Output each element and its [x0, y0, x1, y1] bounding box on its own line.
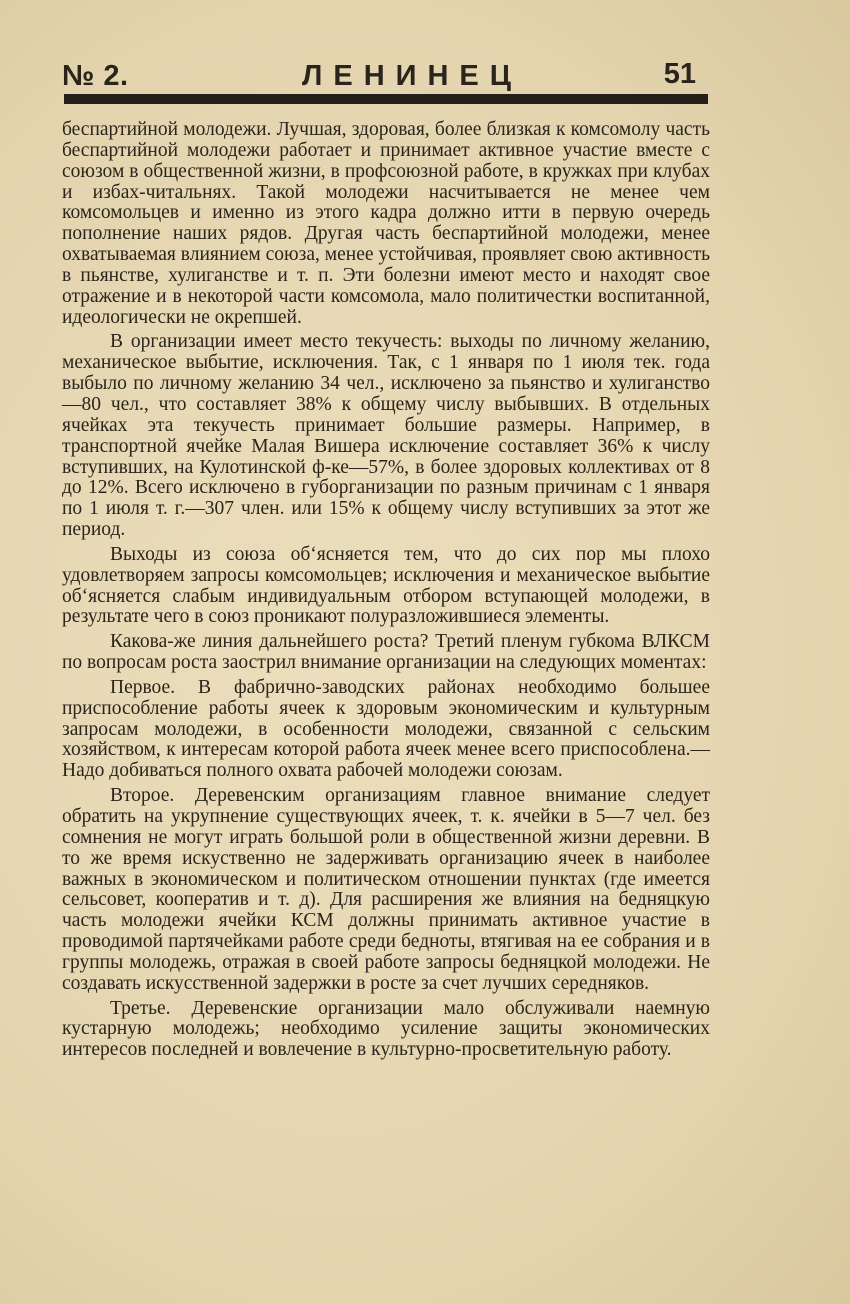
paragraph: Первое. В фабрично-заводских районах необходимо большее приспособление работы ячеек к здоровым экономическим и культурным запросам молодежи, в особенности молодежи, связанной с сельским хозяйством, к интересам которой работа ячеек менее всего приспособлена.—Надо добиваться полного охвата рабочей молодежи союзам.	[62, 676, 710, 782]
header-rule	[64, 94, 708, 104]
article-body	[62, 120, 710, 1061]
paragraph: Какова-же линия дальнейшего роста? Третий пленум губкома ВЛКСМ по вопросам роста заострил внимание организации на следующих моментах:	[62, 631, 710, 674]
page-number: 51	[663, 58, 696, 90]
paragraph: Второе. Деревенским организациям главное внимание следует обратить на укрупнение существующих ячеек, т. к. ячейки в 5—7 чел. без сомнения не могут играть большой роли в общественной жизни деревни. В то же время искуственно не задерживать организацию ячеек в наиболее важных в экономическом и политическом отношении пунктах (где имеется сельсовет, кооператив и т. д). Для расширения же влияния на бедняцкую часть молодежи ячейки КСМ должны принимать активное участие в проводимой партячейками работе среди бедноты, втягивая на ее собрания и в группы молодежь, отражая в своей работе запросы бедняцкой молодежи. Не создавать искусственной задержки в росте за счет лучших середняков.	[62, 785, 710, 994]
paragraph: беспартийной молодежи. Лучшая, здоровая, более близкая к комсомолу часть беспартийной молодежи работает и принимает активное участие вместе с союзом в общественной жизни, в профсоюзной работе, в кружках при клубах и избах-читальнях. Такой молодежи насчитывается не менее чем комсомольцев и именно из этого кадра должно итти в первую очередь пополнение наших рядов. Другая часть беспартийной молодежи, менее охватываемая влиянием союза, менее устойчивая, проявляет свою активность в пьянстве, хулиганстве и т. п. Эти болезни имеют место и находят свое отражение и в некоторой части комсомола, мало политичестки воспитанной, идеологически не окрепшей.	[62, 119, 710, 328]
paragraph: В организации имеет место текучесть: выходы по личному желанию, механическое выбытие, исключения. Так, с 1 января по 1 июля тек. года выбыло по личному желанию 34 чел., исключено за пьянство и хулиганство—80 чел., что составляет 38% к общему числу выбывших. В отдельных ячейках эта текучесть принимает большие размеры. Например, в транспортной ячейке Малая Вишера исключение составляет 36% к числу вступивших, на Кулотинской ф-ке—57%, в более здоровых коллективах от 8 до 12%. Всего исключено в губорганизации по разным причинам с 1 января по 1 июля т. г.—307 член. или 15% к общему числу вступивших за этот же период.	[62, 331, 710, 541]
journal-title: ЛЕНИНЕЦ	[302, 60, 522, 92]
paragraph: Выходы из союза об‘ясняется тем, что до сих пор мы плохо удовлетворяем запросы комсомольцев; исключения и механическое выбытие об‘ясняется слабым индивидуальным отбором вступающей молодежи, в результате чего в союз проникают полуразложившиеся элементы.	[62, 543, 710, 628]
paragraph: Третье. Деревенские организации мало обслуживали наемную кустарную молодежь; необходимо усиление защиты экономических интересов последней и вовлечение в культурно-просветительную работу.	[62, 997, 710, 1061]
issue-number: № 2.	[62, 60, 129, 92]
